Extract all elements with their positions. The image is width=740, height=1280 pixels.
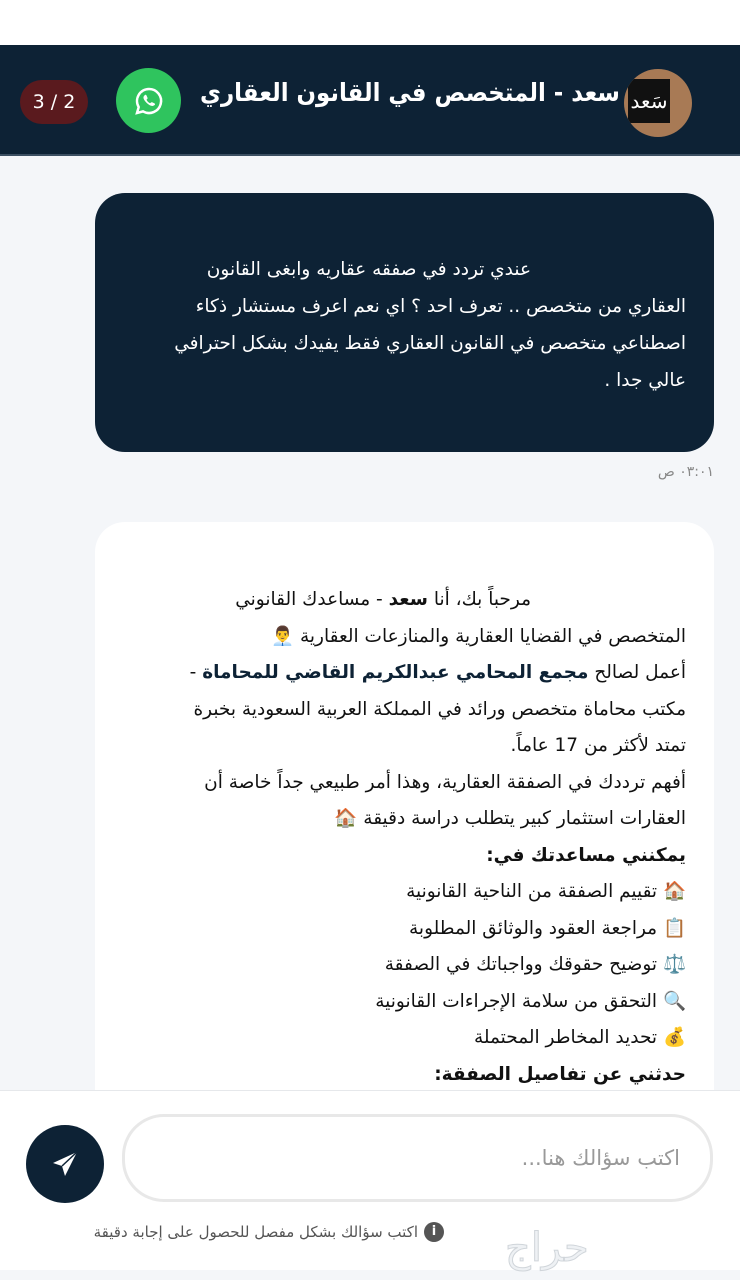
bot-message-bubble bbox=[95, 522, 714, 1122]
bot-name: سعد bbox=[388, 589, 428, 610]
message-line: أفهم ترددك في الصفقة العقارية، وهذا أمر طبيعي جداً خاصة أن bbox=[204, 771, 686, 793]
text: أعمل لصالح bbox=[588, 662, 686, 683]
list-item: 🔍 التحقق من سلامة الإجراءات القانونية bbox=[375, 990, 686, 1012]
message-line: عالي جدا . bbox=[604, 370, 686, 391]
page-counter-badge: 3 / 2 bbox=[20, 80, 88, 124]
message-line: المتخصص في القضايا العقارية والمنازعات العقارية 👨‍💼 bbox=[271, 625, 686, 647]
chat-title: سعد - المتخصص في القانون العقاري bbox=[200, 78, 620, 107]
details-heading bbox=[121, 1057, 686, 1094]
text: - مساعدك القانوني bbox=[235, 589, 389, 610]
send-button[interactable] bbox=[26, 1125, 104, 1203]
message-line: العقاري من متخصص .. تعرف احد ؟ اي نعم اعرف مستشار ذكاء bbox=[195, 296, 686, 317]
send-icon bbox=[50, 1149, 80, 1179]
info-icon: i bbox=[424, 1222, 444, 1242]
message-line bbox=[121, 582, 686, 619]
list-item: ⚖️ توضيح حقوقك وواجباتك في الصفقة bbox=[384, 954, 686, 975]
watermark-logo: حراج bbox=[505, 1225, 589, 1271]
chat-title-container bbox=[196, 78, 620, 107]
whatsapp-button[interactable] bbox=[116, 68, 181, 133]
heading-text: يمكنني مساعدتك في: bbox=[486, 844, 686, 866]
message-timestamp: ٠٣:٠١ ص bbox=[657, 464, 714, 480]
list-item: 💰 تحديد المخاطر المحتملة bbox=[473, 1027, 686, 1048]
user-message-bubble bbox=[95, 193, 714, 452]
list-item: 🏠 تقييم الصفقة من الناحية القانونية bbox=[406, 881, 686, 902]
message-line: مكتب محاماة متخصص ورائد في المملكة العربية السعودية بخبرة bbox=[193, 698, 686, 720]
message-input[interactable]: اكتب سؤالك هنا... bbox=[122, 1114, 713, 1202]
firm-name: مجمع المحامي عبدالكريم القاضي للمحاماة bbox=[202, 662, 589, 683]
whatsapp-icon bbox=[134, 86, 164, 116]
composer bbox=[0, 1090, 740, 1270]
status-bar bbox=[0, 0, 740, 45]
text: - bbox=[189, 662, 203, 683]
message-line: اصطناعي متخصص في القانون العقاري فقط يفيدك بشكل احترافي bbox=[174, 333, 686, 354]
hint-text: اكتب سؤالك بشكل مفصل للحصول على إجابة دقيقة bbox=[93, 1223, 418, 1241]
chat-header bbox=[0, 45, 740, 156]
avatar bbox=[624, 69, 692, 137]
message-line: عندي تردد في صفقه عقاريه وابغى القانون bbox=[206, 259, 531, 280]
help-heading bbox=[121, 838, 686, 875]
composer-hint bbox=[94, 1222, 444, 1242]
message-line bbox=[121, 655, 686, 692]
text: مرحباً بك، أنا bbox=[427, 589, 531, 610]
heading-text: حدثني عن تفاصيل الصفقة: bbox=[434, 1063, 686, 1085]
list-item: 📋 مراجعة العقود والوثائق المطلوبة bbox=[409, 917, 686, 939]
message-line: تمتد لأكثر من 17 عاماً. bbox=[510, 735, 686, 756]
message-line: العقارات استثمار كبير يتطلب دراسة دقيقة 🏠 bbox=[334, 808, 686, 829]
avatar-calligraphy: سَعد bbox=[628, 79, 670, 123]
